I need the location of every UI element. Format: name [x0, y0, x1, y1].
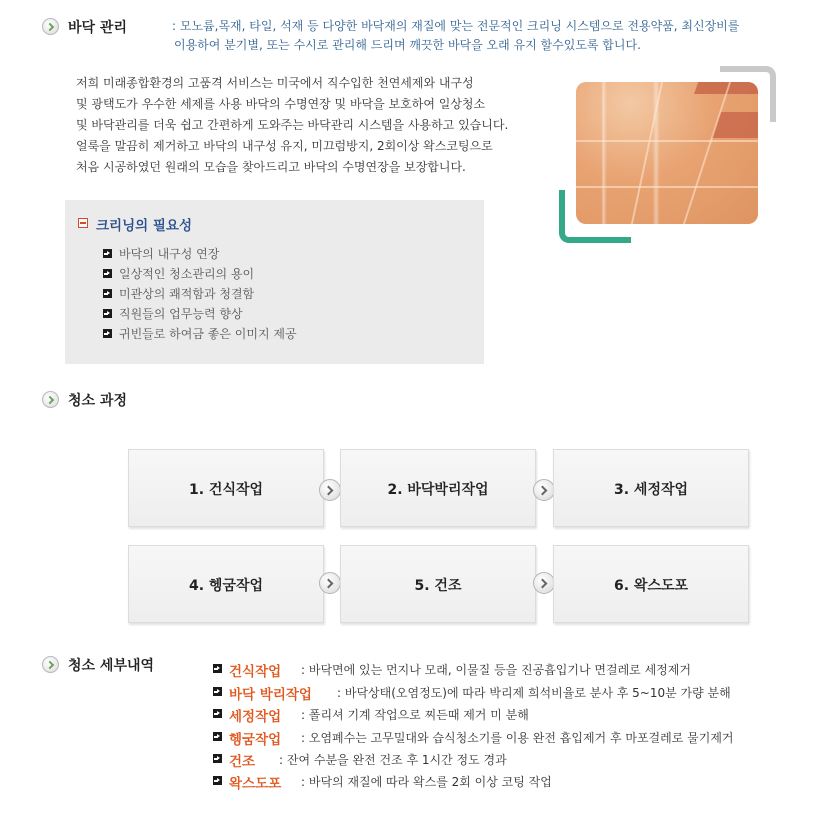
- step-label: 2. 바닥박리작업: [387, 482, 489, 498]
- needs-item: 일상적인 청소관리의 용이: [119, 267, 255, 281]
- arrow-square-icon: [103, 249, 112, 258]
- chevron-circle-icon: [319, 572, 341, 594]
- paragraph-line: 및 광택도가 우수한 세제를 사용 바닥의 수명연장 및 바닥을 보호하여 일상청소: [76, 97, 486, 111]
- process-step-6: [553, 545, 749, 623]
- section-title-process: 청소 과정: [68, 393, 127, 409]
- needs-title: 크리닝의 필요성: [96, 218, 192, 234]
- step-label: 5. 건조: [414, 578, 462, 594]
- detail-desc: : 바닥상태(오염정도)에 따라 박리제 희석비율로 분사 후 5~10분 가량 분해: [337, 686, 731, 700]
- process-step-4: [128, 545, 324, 623]
- floor-desc-line-2: 이용하여 분기별, 또는 수시로 관리해 드리며 깨끗한 바닥을 오래 유지 할수있도록 합니다.: [174, 38, 641, 52]
- paragraph-line: 저희 미래종합환경의 고품격 서비스는 미국에서 직수입한 천연세제와 내구성: [76, 76, 474, 90]
- arrow-square-icon: [213, 754, 222, 763]
- detail-desc: : 폴리셔 기계 작업으로 찌든때 제거 미 분해: [301, 708, 529, 722]
- step-label: 3. 세정작업: [613, 482, 689, 498]
- chevron-circle-icon: [533, 572, 555, 594]
- step-label: 6. 왁스도포: [613, 578, 689, 594]
- arrow-box-icon: [78, 218, 88, 228]
- floor-desc-line-1: : 모노륨,목재, 타일, 석재 등 다양한 바닥재의 재질에 맞는 전문적인 크리닝 시스템으로 전용약품, 최신장비를: [172, 19, 740, 33]
- detail-term: 헹굼작업: [229, 732, 282, 748]
- paragraph-line: 얼룩을 말끔히 제거하고 바닥의 내구성 유지, 미끄럼방지, 2회이상 왁스코팅으로: [76, 139, 493, 153]
- process-step-3: [553, 449, 749, 527]
- arrow-square-icon: [103, 289, 112, 298]
- arrow-square-icon: [103, 309, 112, 318]
- arrow-square-icon: [213, 687, 222, 696]
- process-step-5: [340, 545, 536, 623]
- needs-item: 바닥의 내구성 연장: [119, 247, 220, 261]
- process-step-2: [340, 449, 536, 527]
- arrow-square-icon: [213, 709, 222, 718]
- detail-desc: : 바닥면에 있는 먼지나 모래, 이물질 등을 진공흡입기나 면걸레로 세정제거: [301, 663, 691, 677]
- paragraph-line: 처음 시공하였던 원래의 모습을 찾아드리고 바닥의 수명연장을 보장합니다.: [76, 160, 466, 174]
- step-label: 4. 헹굼작업: [188, 578, 264, 594]
- detail-term: 세정작업: [229, 709, 282, 725]
- section-chevron-icon: [42, 656, 59, 673]
- chevron-circle-icon: [319, 479, 341, 501]
- section-chevron-icon: [42, 18, 59, 35]
- floor-paragraph: [76, 73, 508, 178]
- step-label: 1. 건식작업: [188, 482, 264, 498]
- detail-desc: : 잔여 수분을 완전 건조 후 1시간 정도 경과: [279, 753, 507, 767]
- detail-term: 건식작업: [229, 664, 282, 680]
- section-title-details: 청소 세부내역: [68, 658, 155, 674]
- needs-item: 미관상의 쾌적함과 청결함: [119, 287, 255, 301]
- needs-item: 직원들의 업무능력 향상: [119, 307, 243, 321]
- needs-item: 귀빈들로 하여금 좋은 이미지 제공: [119, 327, 297, 341]
- detail-desc: : 오염폐수는 고무밀대와 습식청소기를 이용 완전 흡입제거 후 마포걸레로 물기제거: [301, 731, 734, 745]
- arrow-square-icon: [213, 776, 222, 785]
- section-chevron-icon: [42, 391, 59, 408]
- chevron-circle-icon: [533, 479, 555, 501]
- detail-desc: : 바닥의 재질에 따라 왁스를 2회 이상 코팅 작업: [301, 775, 552, 789]
- section-title-floor: 바닥 관리: [68, 20, 127, 36]
- arrow-square-icon: [213, 732, 222, 741]
- detail-term: 왁스도포: [229, 776, 282, 792]
- arrow-square-icon: [103, 269, 112, 278]
- process-step-1: [128, 449, 324, 527]
- detail-term: 바닥 박리작업: [229, 687, 312, 703]
- detail-term: 건조: [229, 754, 256, 770]
- paragraph-line: 및 바닥관리를 더욱 쉽고 간편하게 도와주는 바닥관리 시스템을 사용하고 있습니다.: [76, 118, 509, 132]
- arrow-square-icon: [103, 329, 112, 338]
- floor-photo: [576, 82, 758, 224]
- arrow-square-icon: [213, 664, 222, 673]
